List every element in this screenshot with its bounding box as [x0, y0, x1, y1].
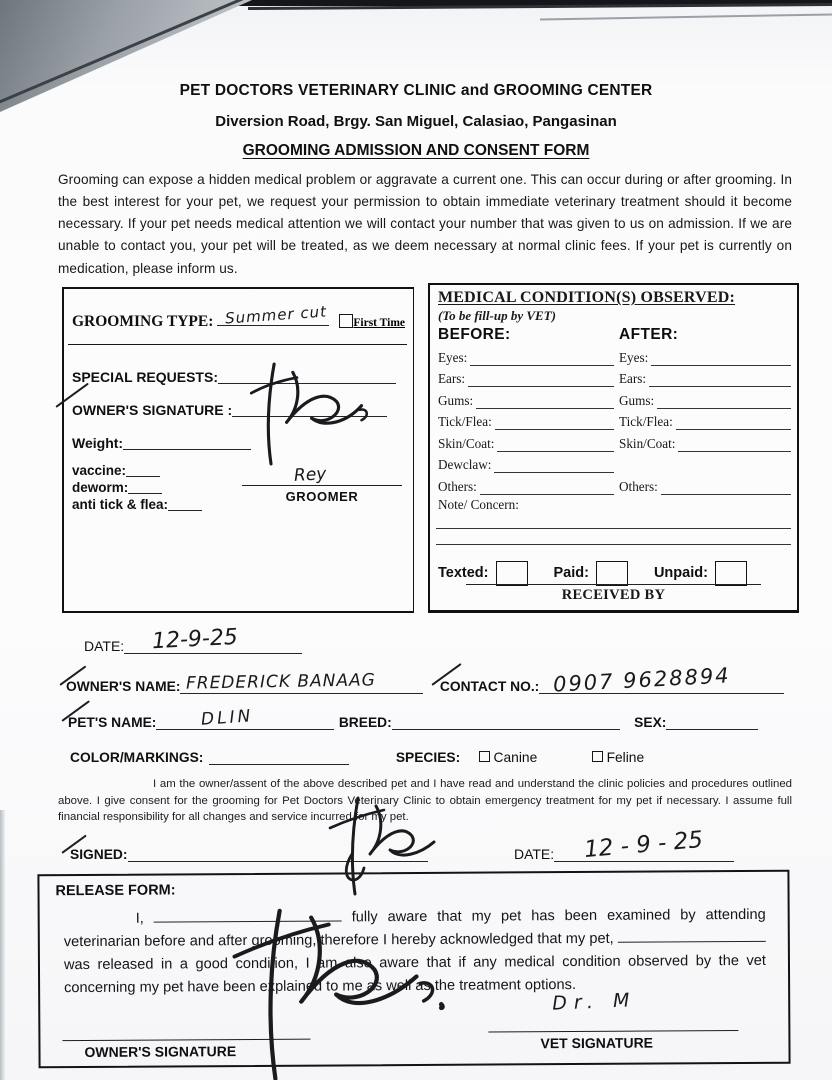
breed-line: [392, 714, 620, 730]
release-form-box: [37, 870, 790, 1069]
texted-label: Texted:: [438, 565, 489, 581]
field-label: Gums:: [438, 392, 474, 408]
groomer-label: GROOMER: [285, 489, 359, 504]
vet-signature-line: [488, 1030, 738, 1033]
before-label: BEFORE:: [438, 326, 511, 343]
release-text-mid: fully aware that my pet has been examined by attending veterinarian before and after grooming, therefore I hereby acknowledged that my pet,: [63, 906, 766, 951]
signed-label: SIGNED:: [70, 847, 128, 862]
field-label: Ears:: [619, 371, 647, 386]
species-feline-option: [592, 750, 644, 765]
owners-name-label: OWNER'S NAME:: [66, 679, 181, 694]
vet-signature-handwritten: Dr. M: [551, 989, 637, 1015]
clinic-address: Diversion Road, Brgy. San Miguel, Calasiao, Pangasinan: [215, 113, 617, 130]
contact-no-label: CONTACT NO.:: [439, 679, 540, 694]
form-header: [0, 82, 832, 160]
paid-checkbox: [596, 561, 628, 586]
paid-label: Paid:: [553, 565, 589, 581]
owner-signature-handwriting: [300, 796, 460, 896]
contact-no-handwritten: 0907 9628894: [552, 663, 732, 697]
signed-date-handwritten: 12 - 9 - 25: [583, 826, 705, 864]
sex-label: SEX:: [634, 715, 667, 730]
medical-title: MEDICAL CONDITION(S) OBSERVED:: [438, 289, 736, 306]
owner-signature-handwriting: [212, 362, 382, 466]
groomer-block: [242, 461, 402, 504]
canine-checkbox: [479, 751, 490, 762]
contact-no-line: [539, 663, 784, 697]
texted-checkbox: [496, 561, 528, 586]
owner-name-handwritten: FREDERICK BANAAG: [186, 670, 377, 694]
before-column: [438, 326, 614, 495]
weight-label: Weight:: [72, 435, 124, 451]
deworm-label: deworm:: [72, 480, 129, 495]
after-label: AFTER:: [619, 326, 679, 343]
release-form-title: RELEASE FORM:: [55, 882, 176, 900]
canine-label: Canine: [493, 750, 538, 765]
vaccine-line: [126, 463, 160, 477]
blank-line: [676, 416, 791, 430]
divider-line: [68, 344, 407, 345]
color-markings-label: COLOR/MARKINGS:: [70, 750, 204, 765]
special-requests-label: SPECIAL REQUESTS:: [72, 369, 218, 385]
after-column: [619, 326, 791, 495]
field-label: Gums:: [619, 392, 655, 408]
grooming-type-row: [72, 302, 408, 331]
note-line: [436, 529, 791, 545]
field-label: Skin/Coat:: [438, 435, 495, 451]
sex-line: [666, 714, 758, 730]
received-by-label: RECEIVED BY: [561, 587, 666, 603]
field-label: Others:: [438, 478, 477, 494]
blank-line: [497, 438, 614, 452]
release-text-end: was released in a good condition, I am also aware that if any medical condition observed by the vet concerning my pet have been explained to me as well as the treatment options.: [63, 952, 767, 997]
date-line: [124, 624, 302, 655]
field-label: Eyes:: [438, 349, 468, 365]
blank-line: [480, 481, 614, 495]
anti-tick-flea-label: anti tick & flea:: [72, 497, 169, 512]
date-label: DATE:: [84, 638, 125, 654]
note-line: [436, 513, 791, 529]
field-label: Dewclaw:: [438, 457, 492, 472]
vaccine-label: vaccine:: [72, 463, 127, 478]
intro-paragraph: Grooming can expose a hidden medical problem or aggravate a current one. This can occur during or after grooming. In the best interest for your pet, we request your permission to obtain immediate veterinary treatment should it become necessary. If your pet needs medical attention we will contact your number that was given to us on admission. If we are unable to contact you, your pet will be treated, as we deem necessary at normal clinic fees. If your pet is currently on medication, please inform us.: [58, 172, 792, 276]
blank-line: [657, 395, 791, 409]
field-label: Tick/Flea:: [438, 414, 492, 429]
grooming-type-handwritten: Summer cut: [224, 302, 328, 328]
owner-signature-label: OWNER'S SIGNATURE: [84, 1043, 237, 1061]
anti-tick-flea-line: [168, 497, 202, 511]
deworm-row: [72, 480, 162, 495]
signed-date-label: DATE:: [513, 846, 555, 862]
owners-name-line: [180, 670, 423, 694]
blank-line: [495, 416, 614, 430]
scan-paper-edge-line: [540, 13, 832, 20]
first-time-checkbox: [339, 314, 353, 328]
unpaid-checkbox: [715, 561, 747, 586]
blank-line: [470, 352, 614, 366]
pet-name-handwritten: DLIN: [200, 706, 255, 730]
clinic-name: PET DOCTORS VETERINARY CLINIC and GROOMING CENTER: [179, 82, 653, 99]
owner-contact-row: [66, 663, 784, 697]
note-concern-label: Note/ Concern:: [438, 496, 519, 512]
anti-tick-flea-row: [72, 497, 202, 512]
grooming-type-line: [217, 302, 329, 328]
empty-row: [622, 460, 791, 473]
medical-conditions-box: [428, 283, 799, 613]
payment-status-row: [438, 561, 789, 586]
blank-line: [678, 438, 791, 452]
field-label: Eyes:: [619, 349, 649, 365]
blank-line: [476, 395, 614, 409]
signed-date-line: [554, 826, 734, 864]
blank-line: [618, 928, 766, 943]
feline-checkbox: [592, 751, 603, 762]
blank-line: [649, 373, 791, 387]
blank-line: [651, 352, 791, 366]
field-label: Others:: [619, 478, 658, 494]
species-label: SPECIES:: [395, 750, 461, 765]
groomer-name-handwritten: Rey: [293, 464, 327, 486]
date-handwritten: 12-9-25: [151, 624, 239, 655]
before-after-grid: [438, 326, 789, 495]
received-by-block: [430, 584, 797, 604]
field-label: Tick/Flea:: [619, 414, 673, 429]
vet-signature-label: VET SIGNATURE: [540, 1034, 654, 1052]
medical-subtitle: (To be fill-up by VET): [438, 308, 556, 323]
form-title: GROOMING ADMISSION AND CONSENT FORM: [242, 142, 590, 159]
vaccine-row: [72, 463, 160, 478]
received-by-line: [466, 584, 761, 585]
date-row: [84, 624, 302, 656]
feline-label: Feline: [606, 750, 645, 765]
species-canine-option: [479, 750, 538, 765]
color-species-row: [70, 749, 644, 767]
blank-line: [468, 373, 614, 387]
blank-line: [661, 481, 791, 495]
scan-left-edge-shadow: [0, 810, 5, 1080]
consent-paragraph: I am the owner/assent of the above described pet and I have read and understand the clinic policies and procedures outlined above. I give consent for the grooming for Pet Doctors Veterinary Clinic to obtain emergency treatment for my pet if necessary. I assume full financial responsibility for all changes and service incurred for my pet.: [58, 778, 792, 824]
first-time-label: First Time: [353, 317, 406, 329]
unpaid-label: Unpaid:: [653, 565, 708, 581]
deworm-line: [128, 480, 162, 494]
color-markings-line: [209, 749, 349, 765]
blank-line: [494, 459, 614, 473]
pets-name-label: PET'S NAME:: [68, 715, 157, 730]
breed-label: BREED:: [338, 715, 392, 730]
pets-name-line: [156, 706, 334, 730]
grooming-type-label: GROOMING TYPE:: [72, 313, 214, 330]
owner-signature-label: OWNER'S SIGNATURE :: [72, 402, 233, 418]
field-label: Ears:: [438, 371, 466, 386]
release-text-pre: I,: [135, 910, 144, 927]
owner-signature-handwriting: [170, 896, 461, 1073]
field-label: Skin/Coat:: [619, 435, 676, 451]
pet-row: [68, 706, 758, 732]
